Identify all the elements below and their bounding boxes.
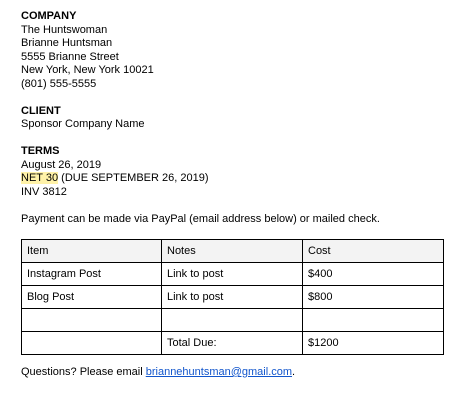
invoice-document	[21, 10, 453, 378]
cell-item	[22, 309, 162, 332]
cell-cost: $800	[303, 286, 444, 309]
table-total-row	[22, 332, 444, 355]
terms-section	[21, 145, 453, 199]
questions-prefix: Questions? Please email	[21, 366, 146, 378]
client-name: Sponsor Company Name	[21, 118, 145, 130]
company-section	[21, 10, 453, 91]
spacer	[21, 91, 453, 105]
terms-net-line	[21, 172, 453, 186]
questions-suffix: .	[292, 366, 296, 378]
terms-due: (DUE SEPTEMBER 26, 2019)	[58, 172, 209, 184]
table-row	[22, 263, 444, 286]
company-name: The Huntswoman	[21, 23, 108, 36]
email-link[interactable]: briannehuntsman@gmail.com	[145, 366, 293, 378]
terms-date: August 26, 2019	[21, 158, 102, 171]
company-city: New York, New York 10021	[21, 64, 154, 76]
cell-notes	[162, 309, 303, 332]
client-heading: CLIENT	[21, 104, 61, 117]
table-row	[22, 286, 444, 309]
client-section	[21, 105, 453, 132]
column-header-item: Item	[22, 240, 162, 263]
cell-item: Blog Post	[22, 286, 162, 309]
company-heading: COMPANY	[21, 10, 77, 22]
company-phone: (801) 555-5555	[21, 77, 97, 90]
cell-notes: Link to post	[162, 286, 303, 309]
questions-line	[21, 366, 295, 380]
invoice-table	[21, 239, 444, 355]
column-header-cost: Cost	[303, 240, 444, 263]
cell-total-blank	[22, 332, 162, 355]
table-header-row	[22, 240, 444, 263]
company-person: Brianne Huntsman	[21, 37, 113, 49]
table-row-empty	[22, 309, 444, 332]
payment-note: Payment can be made via PayPal (email address below) or mailed check.	[21, 213, 380, 225]
terms-invoice-number: INV 3812	[21, 185, 67, 198]
total-label: Total Due:	[162, 332, 303, 355]
cell-cost	[303, 309, 444, 332]
terms-heading: TERMS	[21, 145, 60, 157]
company-street: 5555 Brianne Street	[21, 50, 119, 63]
terms-net-highlight: NET 30	[21, 172, 59, 184]
cell-notes: Link to post	[162, 263, 303, 286]
cell-cost: $400	[303, 263, 444, 286]
column-header-notes: Notes	[162, 240, 303, 263]
total-value: $1200	[303, 332, 444, 355]
spacer	[21, 132, 453, 146]
cell-item: Instagram Post	[22, 263, 162, 286]
